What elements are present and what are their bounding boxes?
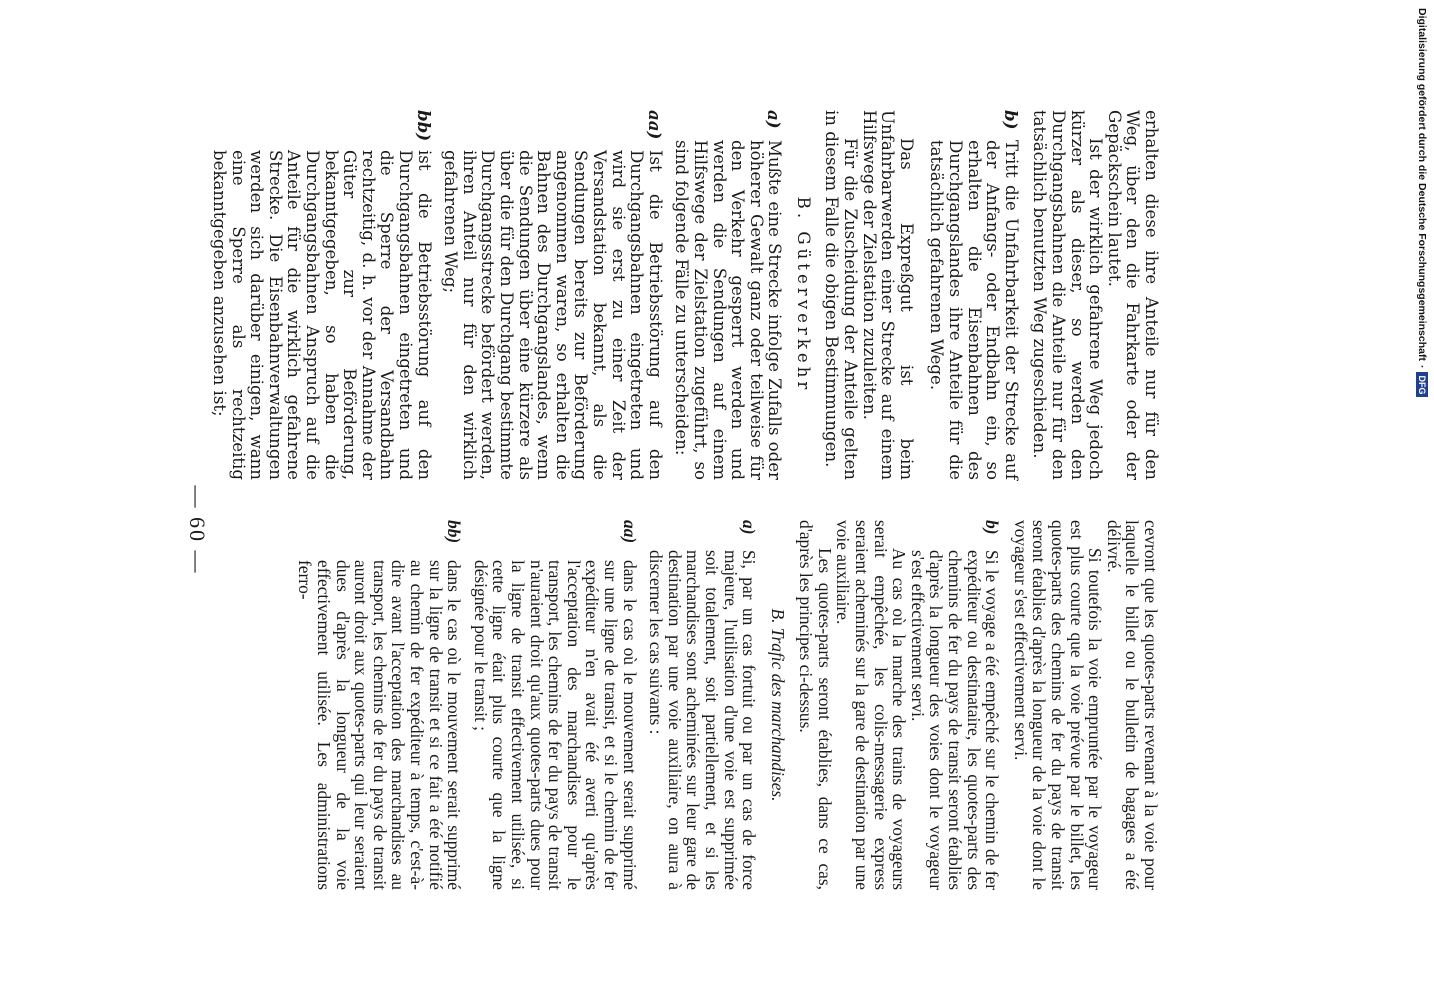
german-item-aa-marker: aa): [644, 110, 665, 140]
french-item-a: [647, 520, 759, 890]
german-item-bb-text: ist die Betriebsstörung auf den Durchgangsbahnen eingetreten und die Sperre der Versandbahn rechtzeitig, d. h. vor der Annahme der Güter zur Beförderung, bekanntgegeben, so haben die Durchgangsbahnen Anspruch auf die Anteile für die wirklich gefahrene Strecke. Die Eisenbahnverwaltungen werden sich darüber einigen, wann eine Sperre als rechtzeitig bekanntgegeben anzusehen ist;: [210, 150, 434, 480]
french-intro-paragraph: cevront que les quotes-parts revenant à la voie pour laquelle le billet ou le bulletin de bagages a été délivré.: [1103, 520, 1161, 890]
french-item-aa: [471, 520, 638, 890]
german-item-b-marker: b): [1000, 110, 1021, 130]
german-item-aa: [441, 110, 664, 480]
french-express-paragraph: Au cas où la marche des trains de voyageurs serait empêchée, les colis-messagerie express seraient acheminés sur la gare de destination par une voie auxiliaire.: [833, 520, 910, 890]
paragraph-spacer: [915, 110, 927, 480]
german-section-heading: B. Güterverkehr: [793, 196, 813, 394]
german-item-aa-text: Ist die Betriebsstörung auf den Durchgangsbahnen eingetreten und wird sie erst zu einer Zeit der Versandstation bekannt, als die Sendungen bereits zur Beförderung angenommen waren, so erhalten die Bahnen des Durchgangslandes, wenn die Sendungen über eine kürzere als über die für den Durchgang bestimmte Durchgangsstrecke befördert werden, ihren Anteil nur für den wirklich gefahrenen Weg;: [441, 150, 665, 480]
page-number: — 60 —: [185, 485, 210, 575]
german-intro-paragraph: erhalten diese ihre Anteile nur für den Weg, über den die Fahrkarte oder der Gepäckschein lautet.: [1104, 110, 1161, 480]
french-intro-paragraph-2: Si toutefois la voie empruntée par le voyageur est plus courte que la voie prévue par le billet, les quotes-parts des chemins de fer du pays de transit seront établies d'après la longueur de la voie dont le voyageur s'est effectivement servi.: [1010, 520, 1106, 890]
dfg-logo: DFG: [1416, 372, 1428, 397]
german-text-column: [210, 110, 1161, 480]
digitization-credit: [1412, 8, 1428, 395]
german-item-a: [672, 110, 784, 480]
french-text-column: [295, 520, 1161, 890]
german-intro-paragraph-2: Ist der wirklich gefahrene Weg jedoch kürzer als dieser, so werden den Durchgangsbahnen die Anteile nur für den tatsächlich benutzten Weg zugeschieden.: [1030, 110, 1106, 480]
german-item-b: [927, 110, 1020, 480]
german-express-paragraph-2: Für die Zuscheidung der Anteile gelten in diesem Falle die obigen Bestimmungen.: [822, 110, 861, 480]
french-item-b-marker: b): [982, 520, 1003, 535]
french-item-bb-marker: bb): [444, 520, 465, 544]
digitization-credit-line: Digitalisierung gefördert durch die Deutsche Forschungsgemeinschaft · DFG: [1416, 8, 1428, 388]
french-item-a-marker: a): [739, 520, 760, 535]
german-item-a-text: Mußte eine Strecke infolge Zufalls oder höherer Gewalt ganz oder teilweise für den Verkehr gesperrt werden und werden die Sendungen auf einem Hilfswege der Zielstation zugeführt, so sind folgende Fälle zu unterscheiden:: [672, 140, 785, 480]
french-item-aa-marker: aa): [619, 520, 640, 544]
french-item-a-text: Si, par un cas fortuit ou par un cas de force majeure, l'utilisation d'une voie est supprimée soit totalement, soit partiellement, et si les marchandises sont acheminées sur leur gare de destination par une voie auxiliaire, on aura à discerner les cas suivants :: [646, 550, 760, 890]
german-item-bb: [210, 110, 433, 480]
credit-text: Digitalisierung gefördert durch die Deutsche Forschungsgemeinschaft: [1416, 8, 1428, 361]
french-item-aa-text: dans le cas où le mouvement serait supprimé sur une ligne de transit, et si le chemin de fer expéditeur n'en avait été averti qu'après l'acceptation des marchandises pour le transport, les chemins de fer du pays de transit n'auraient droit qu'aux quotes-parts dues pour la ligne de transit effectivement utilisée, si cette ligne était plus courte que la ligne désignée pour le transit ;: [470, 560, 640, 890]
german-item-b-text: Tritt die Unfahrbarkeit der Strecke auf der Anfangs- oder Endbahn ein, so erhalten die Eisenbahnen des Durchgangslandes ihre Anteile für die tatsächlich gefahrenen Wege.: [927, 140, 1021, 480]
german-express-paragraph: Das Expreßgut ist beim Unfahrbarwerden einer Strecke auf einem Hilfswege der Zielstation zuzuleiten.: [859, 110, 916, 480]
german-item-bb-marker: bb): [413, 110, 434, 142]
german-item-a-marker: a): [764, 110, 785, 129]
french-item-bb-text: dans le cas où le mouvement serait supprimé sur la ligne de transit et si ce fait a été notifié au chemin de fer expéditeur à temps, c'est-à-dire avant l'acceptation des marchandises au transport, les chemins de fer du pays de transit auront droit aux quotes-parts qui leur seraient dues d'après la longueur de la voie effectivement utilisée. Les administrations ferro-: [295, 560, 465, 890]
french-section-heading: B. Trafic des marchandises.: [767, 608, 788, 802]
french-item-bb: [296, 520, 463, 890]
french-item-b-text: Si le voyage a été empêché sur le chemin de fer expéditeur ou destinataire, les quotes-parts des chemins de fer du pays de transit seront établies d'après la longueur des voies dont le voyageur s'est effectivement servi.: [907, 550, 1003, 890]
french-item-b: [908, 520, 1001, 890]
french-express-paragraph-2: Les quotes-parts seront établies, dans ce cas, d'après les principes ci-dessus.: [796, 520, 835, 890]
